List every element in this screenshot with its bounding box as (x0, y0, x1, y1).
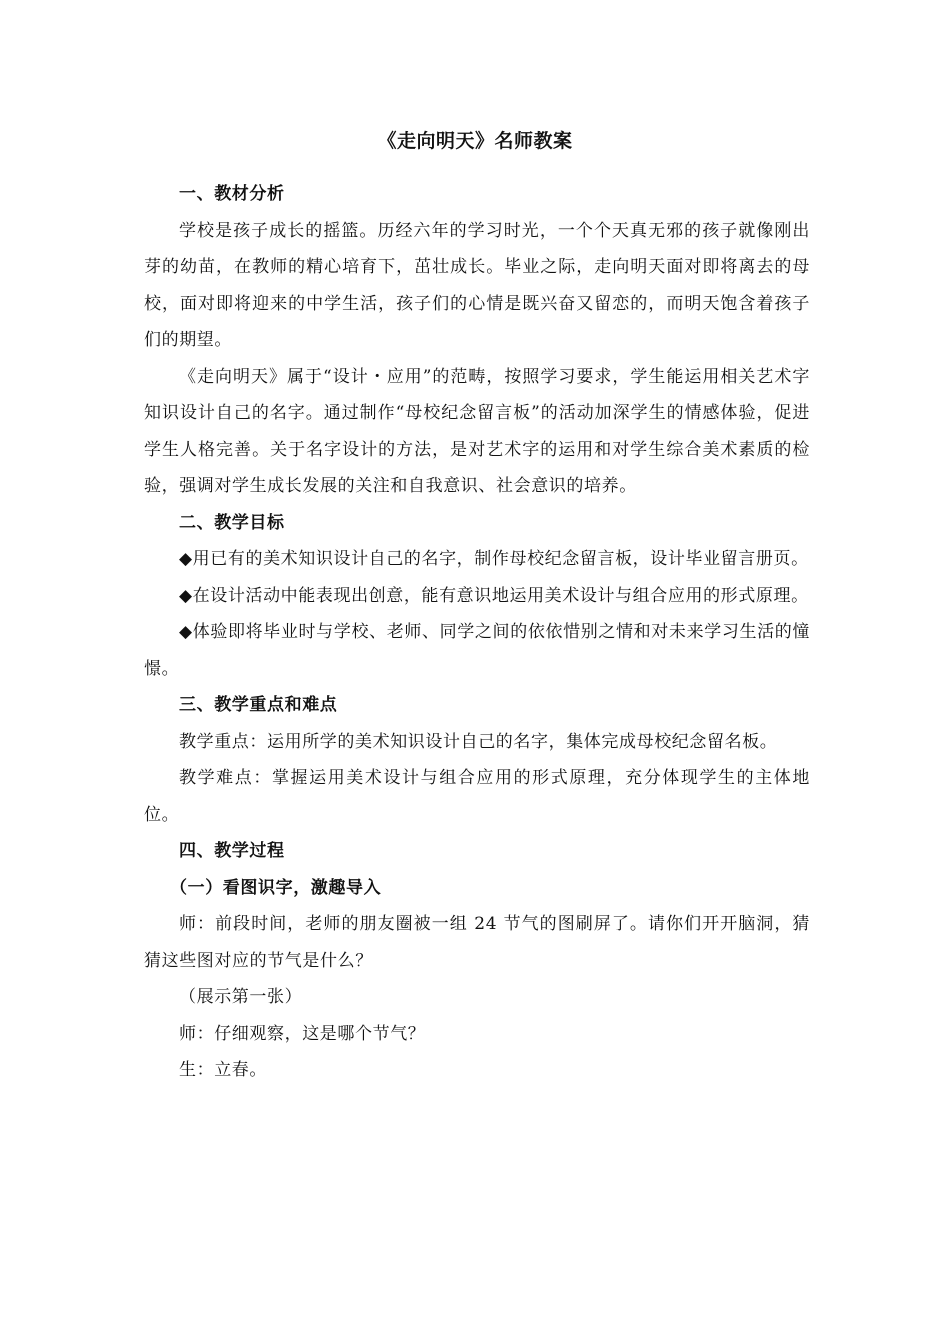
paragraph: 教学难点：掌握运用美术设计与组合应用的形式原理，充分体现学生的主体地位。 (144, 768, 810, 825)
section-heading-teaching-process: 四、教学过程 (179, 841, 285, 861)
subsection-heading: （一）看图识字，激趣导入 (170, 877, 382, 898)
page-title: 《走向明天》名师教案 (377, 130, 573, 152)
section-heading-textbook-analysis: 一、教材分析 (179, 184, 285, 204)
paragraph: 学校是孩子成长的摇篮。历经六年的学习时光，一个个天真无邪的孩子就像刚出芽的幼苗，在教师的精心培育下，茁壮成长。毕业之际，走向明天面对即将离去的母校，面对即将迎来的中学生活，孩子们的心情是既兴奋又留恋的，而明天饱含着孩子们的期望。 (144, 220, 810, 350)
goal-item: ◆体验即将毕业时与学校、老师、同学之间的依依惜别之情和对未来学习生活的憧憬。 (144, 622, 810, 679)
paragraph: 教学重点：运用所学的美术知识设计自己的名字，集体完成母校纪念留名板。 (179, 731, 778, 752)
document-body (144, 176, 810, 1089)
paragraph: 《走向明天》属于“设计・应用”的范畴，按照学习要求，学生能运用相关艺术字知识设计自己的名字。通过制作“母校纪念留言板”的活动加深学生的情感体验，促进学生人格完善。关于名字设计的方法，是对艺术字的运用和对学生综合美术素质的检验，强调对学生成长发展的关注和自我意识、社会意识的培养。 (144, 366, 810, 496)
dialogue-line: 师：前段时间，老师的朋友圈被一组 24 节气的图刷屏了。请你们开开脑洞，猜猜这些图对应的节气是什么？ (144, 914, 810, 971)
dialogue-line: （展示第一张） (179, 987, 303, 1007)
dialogue-line: 师：仔细观察，这是哪个节气？ (179, 1023, 426, 1044)
goal-item: ◆在设计活动中能表现出创意，能有意识地运用美术设计与组合应用的形式原理。 (179, 585, 809, 606)
section-heading-teaching-goals: 二、教学目标 (179, 512, 285, 533)
goal-item: ◆用已有的美术知识设计自己的名字，制作母校纪念留言板，设计毕业留言册页。 (179, 549, 809, 569)
dialogue-line: 生：立春。 (179, 1060, 267, 1080)
section-heading-key-points: 三、教学重点和难点 (179, 695, 338, 715)
